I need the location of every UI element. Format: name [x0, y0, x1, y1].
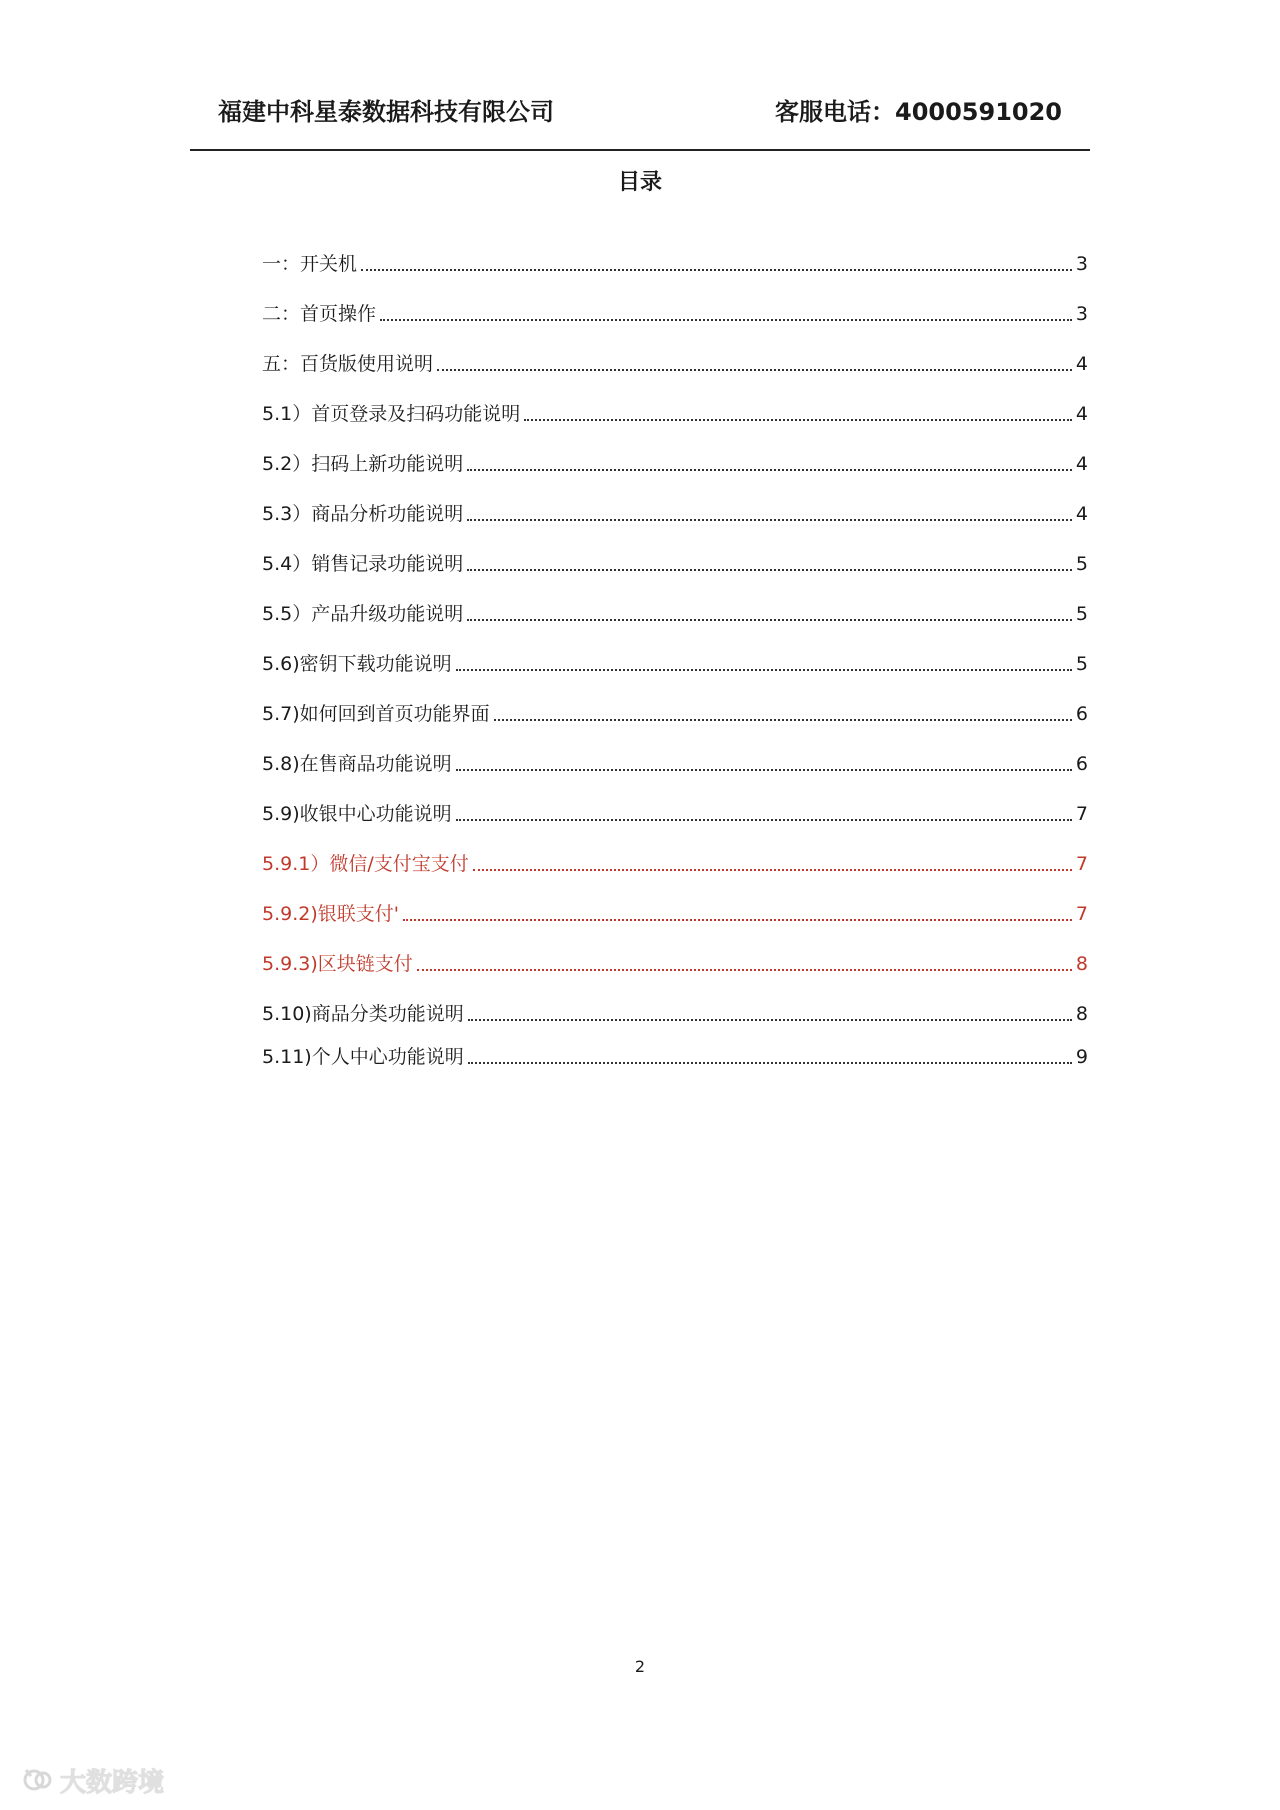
toc-dot-leader: [456, 769, 1072, 771]
toc-dot-leader: [437, 369, 1072, 371]
toc-entry-label: 5.1）首页登录及扫码功能说明: [262, 403, 521, 425]
toc-entry-label: 二：首页操作: [262, 303, 377, 325]
toc-entry[interactable]: [262, 645, 1088, 677]
watermark: [22, 1760, 164, 1800]
toc-entry-page: 7: [1075, 803, 1088, 825]
toc-entry[interactable]: [262, 695, 1088, 727]
toc-dot-leader: [403, 919, 1072, 921]
toc-entry[interactable]: [262, 295, 1088, 327]
toc-entry[interactable]: [262, 945, 1088, 977]
toc-entry-label: 五：百货版使用说明: [262, 353, 434, 375]
toc-entry[interactable]: [262, 895, 1088, 927]
toc-entry-page: 8: [1075, 953, 1088, 975]
toc-entry-page: 3: [1075, 303, 1088, 325]
watermark-logo-icon: [22, 1764, 54, 1796]
toc-entry-page: 4: [1075, 453, 1088, 475]
toc-entry-page: 8: [1075, 1003, 1088, 1025]
toc-entry-label: 一：开关机: [262, 253, 358, 275]
toc-dot-leader: [456, 819, 1072, 821]
toc-entry-label: 5.5）产品升级功能说明: [262, 603, 464, 625]
toc-entry-page: 5: [1075, 653, 1088, 675]
toc-entry[interactable]: [262, 245, 1088, 277]
toc-dot-leader: [467, 569, 1072, 571]
toc-entry-label: 5.10)商品分类功能说明: [262, 1003, 464, 1025]
toc-entry-page: 9: [1075, 1046, 1088, 1068]
toc-entry-label: 5.4）销售记录功能说明: [262, 553, 464, 575]
toc-entry[interactable]: [262, 395, 1088, 427]
toc-dot-leader: [468, 1062, 1072, 1064]
page-number: 2: [634, 1657, 646, 1676]
toc-entry-page: 7: [1075, 903, 1088, 925]
toc-dot-leader: [417, 969, 1072, 971]
toc-entry-page: 4: [1075, 403, 1088, 425]
toc-dot-leader: [467, 519, 1072, 521]
toc-entry[interactable]: [262, 495, 1088, 527]
toc-entry[interactable]: [262, 995, 1088, 1027]
toc-entry-label: 5.9.3)区块链支付: [262, 953, 413, 975]
toc-entry-label: 5.11)个人中心功能说明: [262, 1046, 464, 1068]
toc-entry[interactable]: [262, 595, 1088, 627]
header-divider: [190, 149, 1090, 151]
toc-title: 目录: [617, 170, 662, 195]
toc-entry[interactable]: [262, 845, 1088, 877]
toc-entry-page: 4: [1075, 503, 1088, 525]
toc-dot-leader: [456, 669, 1072, 671]
toc-entry-label: 5.2）扫码上新功能说明: [262, 453, 464, 475]
header-service-phone: 客服电话：4000591020: [775, 98, 1062, 126]
toc-entry[interactable]: [262, 545, 1088, 577]
toc-entry-page: 5: [1075, 553, 1088, 575]
toc-dot-leader: [380, 319, 1072, 321]
toc-dot-leader: [473, 869, 1072, 871]
toc-entry-label: 5.6)密钥下载功能说明: [262, 653, 452, 675]
toc-entry-page: 6: [1075, 753, 1088, 775]
toc-entry-page: 5: [1075, 603, 1088, 625]
toc-entry-page: 4: [1075, 353, 1088, 375]
toc-dot-leader: [467, 469, 1072, 471]
toc-entry[interactable]: [262, 1038, 1088, 1070]
toc-entry-page: 3: [1075, 253, 1088, 275]
toc-entry-label: 5.7)如何回到首页功能界面: [262, 703, 490, 725]
toc-dot-leader: [494, 719, 1072, 721]
toc-dot-leader: [524, 419, 1072, 421]
toc-entry[interactable]: [262, 745, 1088, 777]
toc-entry-page: 7: [1075, 853, 1088, 875]
toc-entry-page: 6: [1075, 703, 1088, 725]
watermark-text: 大数跨境: [60, 1767, 165, 1798]
toc-entry[interactable]: [262, 795, 1088, 827]
toc-dot-leader: [361, 269, 1072, 271]
toc-entry-label: 5.8)在售商品功能说明: [262, 753, 452, 775]
toc-entry-label: 5.3）商品分析功能说明: [262, 503, 464, 525]
toc-entry[interactable]: [262, 345, 1088, 377]
header-company-name: 福建中科星泰数据科技有限公司: [218, 98, 554, 126]
toc-entry-label: 5.9.1）微信/支付宝支付: [262, 853, 469, 875]
toc-entry-label: 5.9)收银中心功能说明: [262, 803, 452, 825]
page-header: [218, 88, 1062, 128]
toc-entry[interactable]: [262, 445, 1088, 477]
toc-dot-leader: [468, 1019, 1072, 1021]
toc-dot-leader: [467, 619, 1072, 621]
toc-entry-label: 5.9.2)银联支付': [262, 903, 399, 925]
